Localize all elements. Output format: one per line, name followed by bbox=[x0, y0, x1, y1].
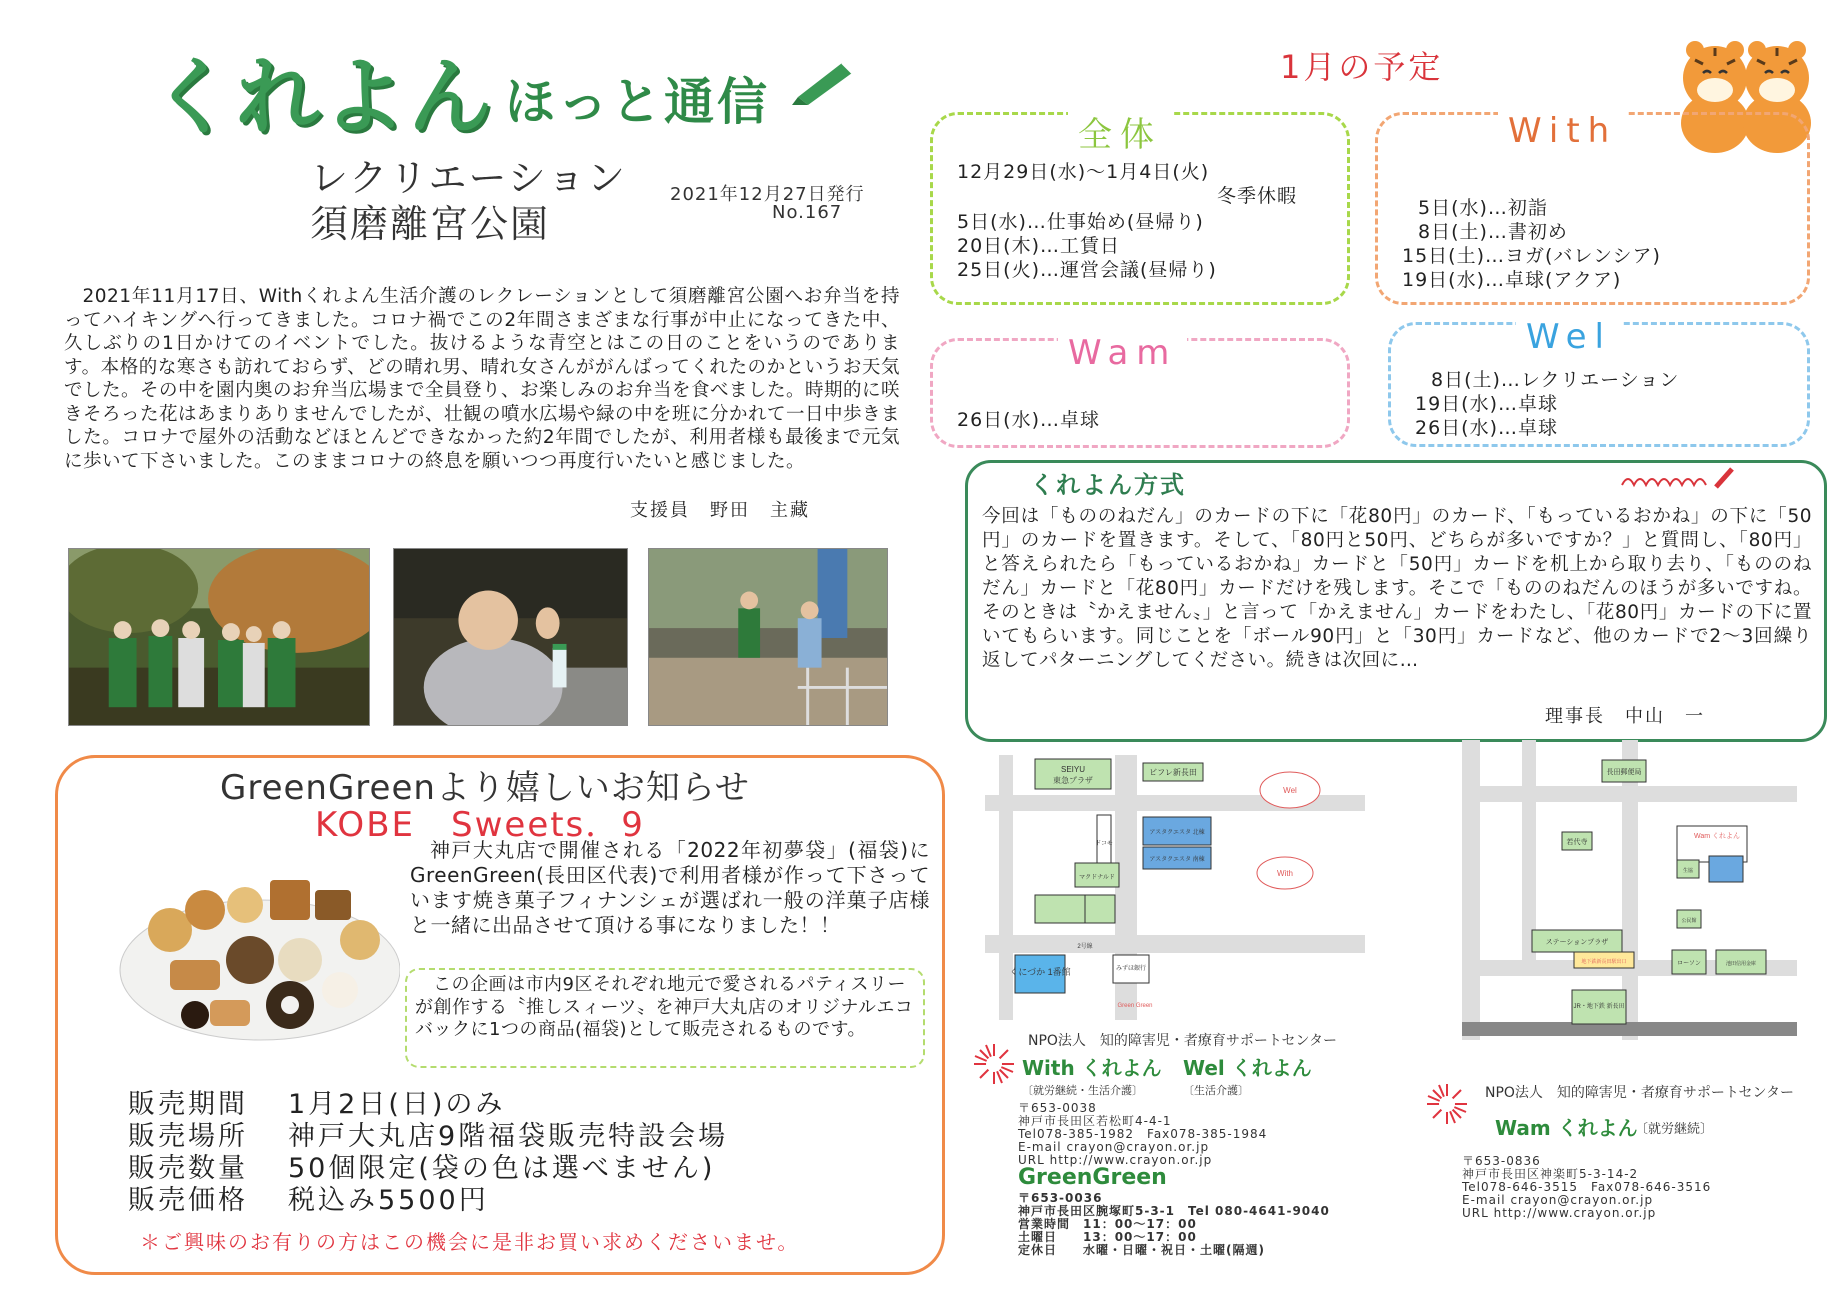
sun-logo-icon bbox=[1425, 1082, 1469, 1126]
greengreen-title: GreenGreenより嬉しいお知らせ bbox=[220, 768, 750, 808]
map-wam bbox=[1462, 740, 1797, 1040]
greengreen-hours: 営業時間 11：00～17：00 bbox=[1018, 1217, 1197, 1231]
with-crayon-sub: 〔就労継続・生活介護〕 bbox=[1022, 1084, 1143, 1097]
schedule-with-heading: With bbox=[1498, 111, 1627, 151]
map2-jr-station: JR・地下鉄 新長田 bbox=[1573, 1004, 1625, 1010]
map1-asta-north: アスタクエスタ 北棟 bbox=[1149, 830, 1205, 836]
masthead-subtitle: ほっと通信 bbox=[505, 73, 770, 131]
map2-temple: 若代寺 bbox=[1566, 839, 1588, 846]
method-body: 今回は「もののねだん」のカードの下に「花80円」のカード、「もっているおかね」の下に「50円」のカードを置きます。そして、「80円と50円、どちらが多いですか？」と質問し、「80円」と答えられたら「もっているおかね」カードと「50円」カードを机上から取り去り、「もののねだん」カードと「花80円」カードだけを残します。そこで「もののねだんのほうが多いですね。そのときは〝かえません〟」と言って「かえません」カードをわたし、「花80円」カードの下に置いてもらいます。同じことを「ボール90円」と「30円」カードなど、他のカードで2～3回繰り返してパターニングしてください。続きは次回に… bbox=[982, 506, 1812, 671]
greengreen-addr: 神戸市長田区腕塚町5-3-1 Tel 080-4641-9040 bbox=[1018, 1204, 1330, 1218]
schedule-all-box bbox=[930, 112, 1350, 305]
article-title bbox=[310, 155, 627, 247]
schedule-title: 1月の予定 bbox=[1280, 48, 1444, 86]
greengreen-name: GreenGreen bbox=[1018, 1165, 1167, 1190]
article-body: 2021年11月17日、Withくれよん生活介護のレクレーションとして須磨離宮公園へお弁当を持ってハイキングへ行ってきました。コロナ禍でこの2年間さまざまな行事が中止になってきた中、久しぶりの1日かけてのイベントでした。抜けるような青空とはこの日のことをいうのであります。本格的な寒さも訪れておらず、どの晴れ男、晴れ女さんががんばってくれたのかというお天気でした。その中を園内奥のお弁当広場まで全員登り、お楽しみのお弁当を食べました。時期的に咲きそろった花はあまりありませんでしたが、壮観の噴水広場や緑の中を班に分かれて一日中歩きました。コロナで屋外の活動などほとんどできなかった約2年間でしたが、利用者様も最後まで元気に歩いて下さいました。このままコロナの終息を願いつつ再度行いたいと感じました。 bbox=[64, 286, 901, 472]
schedule-all-line: 20日(木)…工賃日 bbox=[957, 235, 1121, 257]
map2-wam: Wam くれよん bbox=[1693, 833, 1741, 840]
greengreen-closed: 定休日 水曜・日曜・祝日・土曜(隔週) bbox=[1018, 1243, 1265, 1257]
issue-date: 2021年12月27日発行 bbox=[670, 184, 865, 205]
map1-asta-south: アスタクエスタ 南棟 bbox=[1149, 857, 1205, 863]
map2-subway-exit: 地下鉄新長田駅出口 bbox=[1581, 959, 1627, 965]
wam-crayon-name: Wam くれよん bbox=[1495, 1116, 1638, 1140]
contact2-address bbox=[1462, 1155, 1711, 1220]
greengreen-note: この企画は市内9区それぞれ地元で愛されるパティスリーが創作する〝推しスィーツ〟を神戸大丸店のオリジナルエコバックに1つの商品(福袋)として販売されるものです。 bbox=[405, 968, 925, 1068]
contact1-address bbox=[1018, 1102, 1267, 1167]
contact1-zip: 〒653-0038 bbox=[1018, 1101, 1097, 1115]
greengreen-zip: 〒653-0036 bbox=[1018, 1191, 1103, 1205]
schedule-wam-box bbox=[930, 333, 1350, 448]
article-author: 支援員 野田 主藏 bbox=[630, 500, 810, 521]
schedule-wam-line: 26日(水)…卓球 bbox=[957, 409, 1101, 431]
schedule-all-line: 25日(火)…運営会議(昼帰り) bbox=[957, 259, 1217, 281]
contact2-email: E-mail crayon@crayon.or.jp bbox=[1462, 1193, 1654, 1207]
map1-with: With bbox=[1277, 869, 1293, 878]
greengreen-saturday: 土曜日 13：00～17：00 bbox=[1018, 1230, 1197, 1244]
sale-period-value: 1月2日(日)のみ bbox=[288, 1089, 506, 1120]
schedule-all-heading: 全体 bbox=[1068, 107, 1172, 156]
schedule-with-box bbox=[1375, 112, 1810, 305]
map-with-wel bbox=[985, 755, 1365, 1020]
schedule-with-line: 8日(土)…書初め bbox=[1418, 221, 1568, 243]
greengreen-subtitle: KOBE Sweets．9 bbox=[315, 805, 645, 845]
contact1-email: E-mail crayon@crayon.or.jp bbox=[1018, 1140, 1210, 1154]
schedule-wel-box bbox=[1388, 317, 1810, 447]
map1-docomo: ドコモ bbox=[1095, 841, 1113, 847]
sale-quantity-label: 販売数量 bbox=[128, 1153, 248, 1184]
map1-tokyu: 東急プラザ bbox=[1053, 776, 1093, 785]
sun-logo-icon bbox=[972, 1042, 1016, 1086]
contact2-org: NPO法人 知的障害児・者療育サポートセンター bbox=[1485, 1085, 1794, 1101]
map1-seiyu: SEIYU bbox=[1060, 765, 1086, 774]
map1-bifure: ビフレ新長田 bbox=[1149, 768, 1197, 777]
map2-lawson: ローソン bbox=[1677, 961, 1701, 967]
map2-post-office: 長田郵便局 bbox=[1606, 769, 1642, 776]
sale-period-label: 販売期間 bbox=[128, 1089, 248, 1120]
schedule-with-line: 5日(水)…初詣 bbox=[1418, 197, 1548, 219]
schedule-wel-heading: Wel bbox=[1516, 317, 1622, 357]
issue-number: No.167 bbox=[772, 202, 843, 223]
map2-coop: 生協 bbox=[1682, 868, 1694, 874]
sale-price bbox=[128, 1178, 489, 1217]
schedule-wel-line: 8日(土)…レクリエーション bbox=[1431, 369, 1680, 391]
sale-place-label: 販売場所 bbox=[128, 1121, 248, 1152]
schedule-with-line: 19日(水)…卓球(アクア) bbox=[1402, 269, 1622, 291]
sale-price-value: 税込み5500円 bbox=[288, 1185, 489, 1216]
contact1-tel: Tel078-385-1982 Fax078-385-1984 bbox=[1018, 1127, 1268, 1141]
schedule-all-line: 冬季休暇 bbox=[1217, 185, 1298, 207]
map1-wel: Wel bbox=[1283, 786, 1297, 795]
crayon-icon bbox=[790, 55, 860, 105]
greengreen-info bbox=[1018, 1192, 1330, 1257]
contact2-addr: 神戸市長田区神楽町5-3-14-2 bbox=[1462, 1167, 1639, 1181]
wel-crayon-name: Wel くれよん bbox=[1183, 1056, 1312, 1080]
map1-mcdonalds: マクドナルド bbox=[1079, 875, 1115, 881]
park-photo bbox=[648, 548, 888, 726]
greengreen-body: 神戸大丸店で開催される「2022年初夢袋」(福袋)にGreenGreen(長田区代表)で利用者様が作って下さっています焼き菓子フィナンシェが選ばれ一般の洋菓子店様と一緒に出品させて頂ける事になりました！！ bbox=[410, 838, 930, 937]
contact1-org: NPO法人 知的障害児・者療育サポートセンター bbox=[1028, 1033, 1337, 1049]
schedule-wel-line: 26日(水)…卓球 bbox=[1415, 417, 1559, 439]
schedule-all-line: 12月29日(水)～1月4日(火) bbox=[957, 161, 1210, 183]
baked-sweets-image bbox=[110, 850, 400, 1050]
article-title-line1: レクリエーション bbox=[310, 156, 627, 200]
wam-crayon-sub: 〔就労継続〕 bbox=[1635, 1122, 1714, 1137]
masthead-logo: くれよん bbox=[150, 48, 495, 146]
with-crayon-name: With くれよん bbox=[1022, 1056, 1162, 1080]
schedule-wam-heading: Wam bbox=[1058, 333, 1187, 373]
picnic-photo bbox=[393, 548, 628, 726]
article-title-line2: 須磨離宮公園 bbox=[310, 202, 551, 246]
map1-kunizuka: くにづか 1番館 bbox=[1009, 967, 1071, 977]
contact1-addr: 神戸市長田区若松町4-4-1 bbox=[1018, 1114, 1172, 1128]
wel-crayon-sub: 〔生活介護〕 bbox=[1183, 1084, 1249, 1097]
schedule-wel-line: 19日(水)…卓球 bbox=[1415, 393, 1559, 415]
group-photo bbox=[68, 548, 370, 726]
method-title: くれよん方式 bbox=[1030, 471, 1186, 499]
schedule-all-line: 5日(水)…仕事始め(昼帰り) bbox=[957, 211, 1204, 233]
schedule-with-line: 15日(土)…ヨガ(バレンシア) bbox=[1402, 245, 1661, 267]
map2-bank: 池田信用金庫 bbox=[1725, 961, 1757, 967]
contact2-zip: 〒653-0836 bbox=[1462, 1154, 1541, 1168]
map2-station-plaza: ステーションプラザ bbox=[1545, 939, 1609, 946]
contact1-url: URL http://www.crayon.or.jp bbox=[1018, 1153, 1213, 1167]
contact2-tel: Tel078-646-3515 Fax078-646-3516 bbox=[1462, 1180, 1712, 1194]
contact2-url: URL http://www.crayon.or.jp bbox=[1462, 1206, 1657, 1220]
sale-price-label: 販売価格 bbox=[128, 1185, 248, 1216]
method-author: 理事長 中山 一 bbox=[1545, 706, 1705, 727]
map1-greengreen: Green Green bbox=[1117, 1003, 1153, 1009]
map1-mizuho: みずほ銀行 bbox=[1115, 966, 1147, 972]
sale-place-value: 神戸大丸店9階福袋販売特設会場 bbox=[288, 1121, 729, 1152]
map2-hall: 公民館 bbox=[1681, 918, 1697, 924]
map1-route2: 2号線 bbox=[1077, 944, 1093, 950]
pencil-squiggle-icon bbox=[1620, 465, 1740, 491]
sale-quantity-value: 50個限定(袋の色は選べません) bbox=[288, 1153, 716, 1184]
greengreen-footer: ＊ご興味のお有りの方はこの機会に是非お買い求めくださいませ。 bbox=[140, 1230, 800, 1254]
